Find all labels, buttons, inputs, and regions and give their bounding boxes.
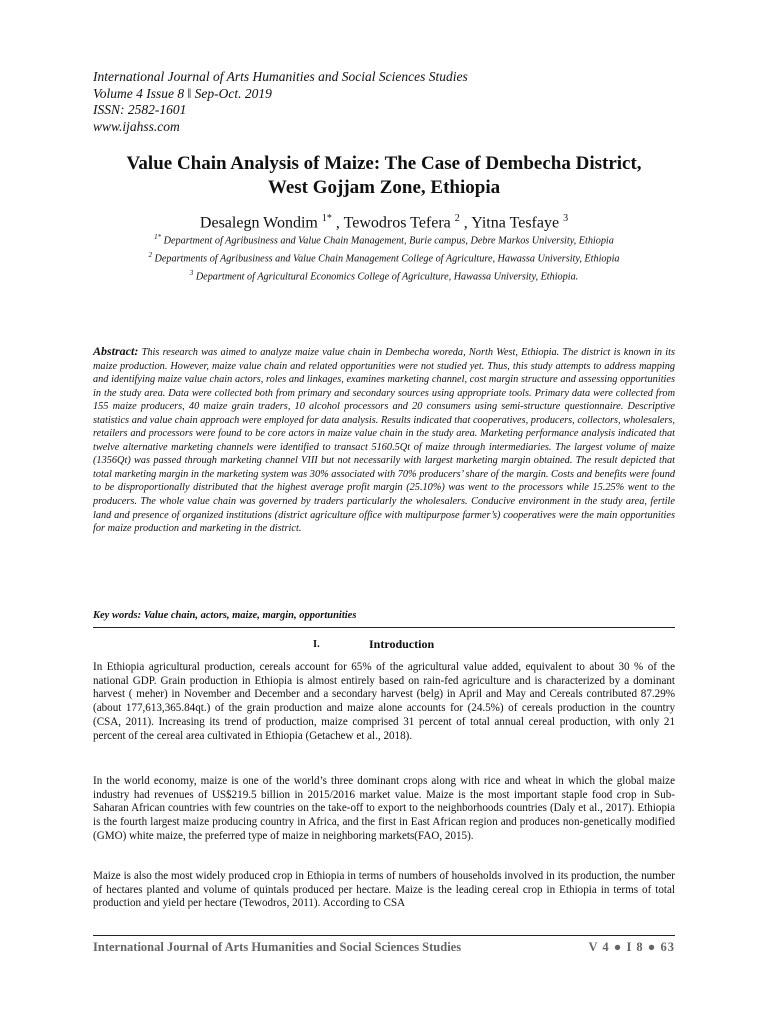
author-list [60, 209, 708, 233]
body-paragraph: In the world economy, maize is one of the world’s three dominant crops along with rice and wheat in which the global maize industry had revenues of US$219.5 billion in 2015/2016 market value. Maize is the most important staple food crop in Sub-Saharan African countries with few countries on the take-off to export to the neighborhoods countries (Daly et al., 2017). Ethiopia is the fourth largest maize producing country in Africa, and the first in East African region and produces non-genetically modified (GMO) white maize, the preferred type of maize in neighboring markets(FAO, 2015). [93, 775, 675, 842]
body-paragraph: Maize is also the most widely produced crop in Ethiopia in terms of numbers of households involved in its production, the number of hectares planted and volume of quintals produced per hectare. Maize is the leading cereal crop in Ethiopia in terms of total production and yield per hectare (Tewodros, 2011). According to CSA [93, 870, 675, 910]
author-affiliation-marker: 3 [563, 213, 569, 224]
title-line-1: Value Chain Analysis of Maize: The Case of Dembecha District, [126, 153, 642, 174]
journal-name: International Journal of Arts Humanities and Social Sciences Studies [93, 69, 468, 84]
affiliation-marker: 2 [148, 251, 152, 260]
footer-volume-page: V 4 ● I 8 ● 63 [588, 940, 675, 954]
title-line-2: West Gojjam Zone, Ethiopia [267, 177, 501, 198]
section-title: Introduction [369, 637, 435, 651]
affiliation-text: Departments of Agribusiness and Value Chain Management College of Agriculture, Hawassa University, Ethiopia [151, 253, 620, 265]
affiliation-item [93, 267, 675, 284]
section-number: I. [313, 639, 320, 650]
keywords-divider [93, 627, 675, 628]
affiliation-item [93, 231, 675, 248]
abstract-label: Abstract: [93, 344, 139, 358]
author-affiliation-marker: 2 [454, 213, 460, 224]
journal-issue: Volume 4 Issue 8 ǁ Sep-Oct. 2019 [93, 85, 272, 101]
journal-issn: ISSN: 2582-1601 [93, 102, 187, 117]
abstract [93, 345, 675, 536]
journal-url[interactable]: www.ijahss.com [93, 118, 180, 134]
footer-divider [93, 935, 675, 936]
author-name: Tewodros Tefera [343, 214, 451, 232]
paper-title [60, 152, 708, 200]
body-paragraph: In Ethiopia agricultural production, cereals account for 65% of the agricultural value added, equivalent to about 30 % of the national GDP. Grain production in Ethiopia is almost entirely based on rain-fed agriculture and is characterized by a dominant harvest ( meher) in November and December and a secondary harvest (belg) in April and May and Cereals contributed 87.29% (about 177,613,365.84qt.) of the grain production and maize alone accounts for (24.5%) of cereals production in the country (CSA, 2011). Increasing its trend of production, maize comprised 31 percent of total annual cereal production, with only 21 percent of the cereal area cultivated in Ethiopia (Getachew et al., 2018). [93, 661, 675, 742]
journal-header [93, 69, 613, 135]
affiliation-text: Department of Agribusiness and Value Chain Management, Burie campus, Debre Markos University, Ethiopia [161, 235, 614, 247]
abstract-text: This research was aimed to analyze maize value chain in Dembecha woreda, North West, Ethiopia. The district is known in its maize production. However, maize value chain and related opportunities were not studied yet. Thus, this study attempts to address mapping and identifying maize value chain actors, roles and linkages, examines marketing channel, cost margin structure and assessing opportunities in the study area. Data were collected both from primary and secondary sources using appropriate tools. Primary data were collected from 155 maize producers, 40 maize grain traders, 10 alcohol processors and 20 consumers using semi-structure questionnaire. Descriptive statistics and value chain approach were employed for data analysis. Results indicated that cooperatives, producers, collectors, wholesalers, retailers and processors were found to be core actors in maize value chain in the study area. Marketing performance analysis indicated that twelve alternative marketing channels were identified to transact 5160.5Qt of maize through intermediaries. The largest volume of maize (1356Qt) was passed through marketing channel VIII but not necessarily with largest marketing margin obtained. The result depicted that total marketing margin in the marketing system was 30% associated with 70% producers’ share of the margin. Costs and benefits were found to be disproportionally distributed that the highest average profit margin (25.10%) was went to the processors while 15.25% went to the producers. The whole value chain was governed by traders particularly the wholesalers. Conducive environment in the study area, fertile land and presence of organized institutions (district agriculture office with multipurpose farmer’s) cooperatives were the main opportunities for maize production and marketing in the district. [93, 347, 675, 535]
footer-journal-name: International Journal of Arts Humanities and Social Sciences Studies [93, 940, 462, 954]
author-separator: , [463, 214, 472, 232]
author-affiliation-marker: 1* [321, 213, 332, 224]
page-footer [93, 939, 675, 955]
author-name: Yitna Tesfaye [471, 214, 560, 232]
affiliation-text: Department of Agricultural Economics College of Agriculture, Hawassa University, Ethiopia. [193, 271, 579, 283]
affiliation-list [93, 231, 675, 286]
author-separator: , [335, 214, 344, 232]
author-name: Desalegn Wondim [199, 214, 318, 232]
affiliation-marker: 3 [189, 269, 194, 278]
affiliation-item [93, 249, 675, 266]
keywords: Key words: Value chain, actors, maize, margin, opportunities [93, 610, 357, 621]
affiliation-marker: 1* [154, 233, 162, 241]
